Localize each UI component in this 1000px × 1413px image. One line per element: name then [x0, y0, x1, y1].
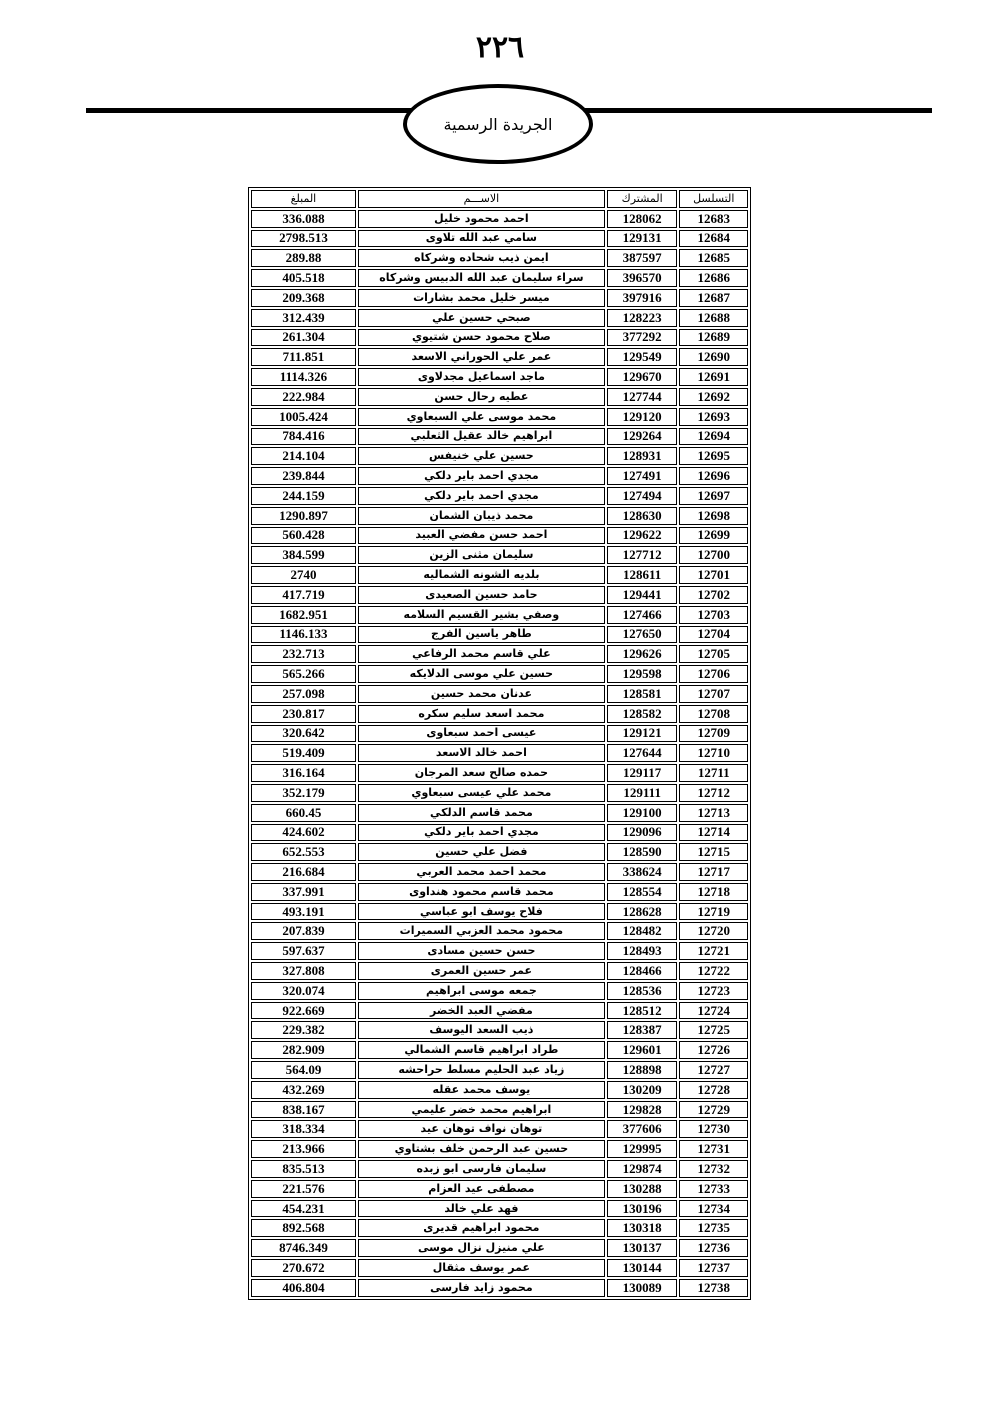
cell-amount: 922.669 [251, 1002, 356, 1020]
cell-name: زياد عبد الحليم مسلط حراحشه [358, 1061, 605, 1079]
cell-name: حسن حسين مسادى [358, 942, 605, 960]
cell-subscriber: 338624 [607, 863, 678, 881]
cell-amount: 352.179 [251, 784, 356, 802]
cell-name: احمد خالد الاسعد [358, 744, 605, 762]
cell-amount: 337.991 [251, 883, 356, 901]
table-row [251, 863, 748, 881]
cell-serial: 12685 [679, 249, 748, 267]
table-row [251, 1041, 748, 1059]
cell-subscriber: 128582 [607, 705, 678, 723]
table-row [251, 982, 748, 1000]
cell-subscriber: 127644 [607, 744, 678, 762]
cell-serial: 12731 [679, 1140, 748, 1158]
cell-amount: 316.164 [251, 764, 356, 782]
cell-amount: 222.984 [251, 388, 356, 406]
table-row [251, 804, 748, 822]
table-row [251, 1061, 748, 1079]
table-row [251, 685, 748, 703]
cell-serial: 12711 [679, 764, 748, 782]
cell-amount: 892.568 [251, 1219, 356, 1237]
cell-subscriber: 128482 [607, 922, 678, 940]
cell-amount: 384.599 [251, 546, 356, 564]
cell-amount: 519.409 [251, 744, 356, 762]
cell-serial: 12720 [679, 922, 748, 940]
cell-subscriber: 130196 [607, 1200, 678, 1218]
table-row [251, 329, 748, 347]
cell-amount: 216.684 [251, 863, 356, 881]
cell-name: عمر يوسف مثقال [358, 1259, 605, 1277]
cell-name: يوسف محمد عقله [358, 1081, 605, 1099]
cell-amount: 320.074 [251, 982, 356, 1000]
table-row [251, 487, 748, 505]
cell-name: توهان نواف توهان عيد [358, 1120, 605, 1138]
header-title: الجريدة الرسمية [443, 114, 553, 134]
table-row [251, 922, 748, 940]
cell-serial: 12696 [679, 467, 748, 485]
cell-amount: 320.642 [251, 725, 356, 743]
cell-name: فهد علي خالد [358, 1200, 605, 1218]
cell-subscriber: 129264 [607, 428, 678, 446]
cell-subscriber: 128628 [607, 903, 678, 921]
table-header [251, 190, 748, 208]
cell-amount: 835.513 [251, 1160, 356, 1178]
cell-subscriber: 130137 [607, 1239, 678, 1257]
cell-subscriber: 130144 [607, 1259, 678, 1277]
cell-name: ابراهيم خالد عقيل الثعلبي [358, 428, 605, 446]
cell-subscriber: 129100 [607, 804, 678, 822]
cell-name: مفضي العبد الخضر [358, 1002, 605, 1020]
cell-serial: 12695 [679, 447, 748, 465]
cell-amount: 229.382 [251, 1021, 356, 1039]
cell-amount: 257.098 [251, 685, 356, 703]
table-row [251, 467, 748, 485]
cell-amount: 1005.424 [251, 408, 356, 426]
cell-name: ذيب السعد اليوسف [358, 1021, 605, 1039]
cell-amount: 282.909 [251, 1041, 356, 1059]
cell-name: مصطفى عيد العزام [358, 1180, 605, 1198]
table-row [251, 824, 748, 842]
cell-amount: 1290.897 [251, 507, 356, 525]
cell-serial: 12735 [679, 1219, 748, 1237]
cell-name: محمود زايد فارسى [358, 1279, 605, 1297]
header-name: الاســـم [358, 190, 605, 208]
cell-subscriber: 129828 [607, 1101, 678, 1119]
cell-subscriber: 128611 [607, 566, 678, 584]
cell-subscriber: 129626 [607, 645, 678, 663]
cell-name: طاهر ياسين الفرج [358, 626, 605, 644]
cell-serial: 12710 [679, 744, 748, 762]
cell-name: محمد احمد محمد العربي [358, 863, 605, 881]
cell-serial: 12722 [679, 962, 748, 980]
records-table [248, 187, 751, 1300]
cell-serial: 12715 [679, 843, 748, 861]
cell-name: محمود محمد العزبي السميرات [358, 922, 605, 940]
cell-serial: 12704 [679, 626, 748, 644]
cell-amount: 2740 [251, 566, 356, 584]
cell-name: سراء سليمان عبد الله الدبيس وشركاه [358, 269, 605, 287]
cell-serial: 12690 [679, 348, 748, 366]
cell-amount: 493.191 [251, 903, 356, 921]
table-row [251, 368, 748, 386]
cell-amount: 597.637 [251, 942, 356, 960]
cell-subscriber: 127491 [607, 467, 678, 485]
cell-serial: 12713 [679, 804, 748, 822]
cell-name: علي منيزل نزال موسى [358, 1239, 605, 1257]
cell-name: حمده صالح سعد المرجان [358, 764, 605, 782]
table-row [251, 1081, 748, 1099]
header-amount: المبلغ [251, 190, 356, 208]
cell-name: حامد حسين الصعيدى [358, 586, 605, 604]
table-row [251, 447, 748, 465]
cell-subscriber: 128493 [607, 942, 678, 960]
cell-amount: 270.672 [251, 1259, 356, 1277]
cell-subscriber: 128512 [607, 1002, 678, 1020]
cell-serial: 12738 [679, 1279, 748, 1297]
cell-name: ايمن ذيب شحاده وشركاه [358, 249, 605, 267]
cell-serial: 12724 [679, 1002, 748, 1020]
header-subscriber: المشترك [607, 190, 678, 208]
cell-amount: 405.518 [251, 269, 356, 287]
cell-amount: 1682.951 [251, 606, 356, 624]
cell-subscriber: 129131 [607, 230, 678, 248]
cell-amount: 560.428 [251, 527, 356, 545]
table-row [251, 586, 748, 604]
table-row [251, 725, 748, 743]
table-row [251, 1101, 748, 1119]
cell-serial: 12692 [679, 388, 748, 406]
cell-serial: 12698 [679, 507, 748, 525]
cell-amount: 327.808 [251, 962, 356, 980]
cell-subscriber: 129117 [607, 764, 678, 782]
cell-amount: 417.719 [251, 586, 356, 604]
table-row [251, 1002, 748, 1020]
cell-serial: 12723 [679, 982, 748, 1000]
table-row [251, 1160, 748, 1178]
table-row [251, 843, 748, 861]
cell-serial: 12707 [679, 685, 748, 703]
table-row [251, 269, 748, 287]
cell-amount: 652.553 [251, 843, 356, 861]
cell-amount: 838.167 [251, 1101, 356, 1119]
table-row [251, 507, 748, 525]
cell-subscriber: 128590 [607, 843, 678, 861]
table-row [251, 1120, 748, 1138]
table-row [251, 606, 748, 624]
table-row [251, 1140, 748, 1158]
cell-serial: 12683 [679, 210, 748, 228]
cell-name: عطيه رحال حسن [358, 388, 605, 406]
cell-name: ابراهيم محمد خضر عليمي [358, 1101, 605, 1119]
cell-name: محمد قاسم محمود هنداوى [358, 883, 605, 901]
cell-name: علي قاسم محمد الرفاعي [358, 645, 605, 663]
table-row [251, 388, 748, 406]
cell-name: سليمان مثنى الزين [358, 546, 605, 564]
cell-amount: 244.159 [251, 487, 356, 505]
cell-name: مجدي احمد باير دلكي [358, 487, 605, 505]
cell-serial: 12732 [679, 1160, 748, 1178]
table-row [251, 942, 748, 960]
cell-amount: 1146.133 [251, 626, 356, 644]
cell-amount: 564.09 [251, 1061, 356, 1079]
cell-subscriber: 377606 [607, 1120, 678, 1138]
cell-name: سليمان فارسى ابو زبده [358, 1160, 605, 1178]
cell-amount: 565.266 [251, 665, 356, 683]
cell-name: حسين علي موسى الدلايكه [358, 665, 605, 683]
cell-subscriber: 128898 [607, 1061, 678, 1079]
cell-subscriber: 387597 [607, 249, 678, 267]
cell-subscriber: 129441 [607, 586, 678, 604]
cell-subscriber: 128387 [607, 1021, 678, 1039]
cell-subscriber: 128931 [607, 447, 678, 465]
cell-name: مجدي احمد باير دلكي [358, 467, 605, 485]
cell-name: ميسر خليل محمد بشارات [358, 289, 605, 307]
cell-amount: 454.231 [251, 1200, 356, 1218]
cell-subscriber: 127744 [607, 388, 678, 406]
cell-amount: 312.439 [251, 309, 356, 327]
header-serial: التسلسل [679, 190, 748, 208]
cell-amount: 207.839 [251, 922, 356, 940]
cell-subscriber: 130318 [607, 1219, 678, 1237]
table-row [251, 665, 748, 683]
table-row [251, 309, 748, 327]
cell-subscriber: 129096 [607, 824, 678, 842]
table-row [251, 784, 748, 802]
cell-subscriber: 128581 [607, 685, 678, 703]
cell-amount: 289.88 [251, 249, 356, 267]
table-row [251, 210, 748, 228]
cell-name: طراد ابراهيم قاسم الشمالي [358, 1041, 605, 1059]
cell-serial: 12689 [679, 329, 748, 347]
table-body [251, 210, 748, 1297]
cell-name: فضل علي حسين [358, 843, 605, 861]
table-row [251, 744, 748, 762]
cell-amount: 318.334 [251, 1120, 356, 1138]
cell-subscriber: 130209 [607, 1081, 678, 1099]
cell-serial: 12703 [679, 606, 748, 624]
cell-amount: 336.088 [251, 210, 356, 228]
cell-serial: 12733 [679, 1180, 748, 1198]
cell-subscriber: 127494 [607, 487, 678, 505]
cell-serial: 12684 [679, 230, 748, 248]
cell-serial: 12708 [679, 705, 748, 723]
cell-serial: 12699 [679, 527, 748, 545]
table-row [251, 962, 748, 980]
table-row [251, 428, 748, 446]
cell-serial: 12730 [679, 1120, 748, 1138]
table-row [251, 705, 748, 723]
cell-amount: 230.817 [251, 705, 356, 723]
cell-name: عدنان محمد حسين [358, 685, 605, 703]
cell-amount: 214.104 [251, 447, 356, 465]
page-number: ٢٢٦ [475, 30, 525, 65]
table-row [251, 348, 748, 366]
cell-name: ماجد اسماعيل مجدلاوى [358, 368, 605, 386]
cell-serial: 12697 [679, 487, 748, 505]
cell-serial: 12693 [679, 408, 748, 426]
cell-subscriber: 130089 [607, 1279, 678, 1297]
cell-name: محمد علي عيسى سبعاوي [358, 784, 605, 802]
table-row [251, 626, 748, 644]
table-row [251, 1180, 748, 1198]
cell-subscriber: 128536 [607, 982, 678, 1000]
cell-amount: 660.45 [251, 804, 356, 822]
cell-name: سامي عبد الله تلاوى [358, 230, 605, 248]
cell-serial: 12714 [679, 824, 748, 842]
cell-serial: 12712 [679, 784, 748, 802]
cell-amount: 261.304 [251, 329, 356, 347]
cell-serial: 12725 [679, 1021, 748, 1039]
table-row [251, 527, 748, 545]
cell-name: صلاح محمود حسن شتيوي [358, 329, 605, 347]
cell-amount: 232.713 [251, 645, 356, 663]
cell-serial: 12719 [679, 903, 748, 921]
table-row [251, 645, 748, 663]
cell-serial: 12709 [679, 725, 748, 743]
cell-serial: 12721 [679, 942, 748, 960]
cell-subscriber: 128554 [607, 883, 678, 901]
cell-serial: 12736 [679, 1239, 748, 1257]
table-row [251, 546, 748, 564]
cell-amount: 1114.326 [251, 368, 356, 386]
cell-amount: 424.602 [251, 824, 356, 842]
cell-subscriber: 129111 [607, 784, 678, 802]
cell-name: مجدي احمد باير دلكي [358, 824, 605, 842]
cell-amount: 711.851 [251, 348, 356, 366]
cell-serial: 12706 [679, 665, 748, 683]
cell-name: محمد قاسم الدلكي [358, 804, 605, 822]
cell-subscriber: 130288 [607, 1180, 678, 1198]
cell-subscriber: 127466 [607, 606, 678, 624]
cell-amount: 432.269 [251, 1081, 356, 1099]
cell-serial: 12728 [679, 1081, 748, 1099]
cell-subscriber: 129874 [607, 1160, 678, 1178]
table-row [251, 1279, 748, 1297]
cell-subscriber: 397916 [607, 289, 678, 307]
cell-amount: 213.966 [251, 1140, 356, 1158]
cell-serial: 12734 [679, 1200, 748, 1218]
table-row [251, 289, 748, 307]
cell-serial: 12700 [679, 546, 748, 564]
cell-subscriber: 129598 [607, 665, 678, 683]
cell-subscriber: 129670 [607, 368, 678, 386]
cell-serial: 12727 [679, 1061, 748, 1079]
cell-name: محمود ابراهيم قديرى [358, 1219, 605, 1237]
cell-serial: 12694 [679, 428, 748, 446]
cell-name: احمد محمود خليل [358, 210, 605, 228]
cell-name: احمد حسن مفضي العبيد [358, 527, 605, 545]
cell-serial: 12686 [679, 269, 748, 287]
cell-name: عمر علي الحوراني الاسعد [358, 348, 605, 366]
cell-amount: 406.804 [251, 1279, 356, 1297]
table-row [251, 903, 748, 921]
cell-name: محمد ذيبان الشمان [358, 507, 605, 525]
cell-amount: 8746.349 [251, 1239, 356, 1257]
cell-subscriber: 129549 [607, 348, 678, 366]
cell-serial: 12691 [679, 368, 748, 386]
table-row [251, 883, 748, 901]
cell-subscriber: 377292 [607, 329, 678, 347]
cell-name: عمر حسين العمرى [358, 962, 605, 980]
cell-name: محمد موسى علي السبعاوي [358, 408, 605, 426]
cell-subscriber: 129120 [607, 408, 678, 426]
cell-subscriber: 128630 [607, 507, 678, 525]
table-row [251, 408, 748, 426]
cell-name: حسين عبد الرحمن خلف بشتاوي [358, 1140, 605, 1158]
cell-amount: 221.576 [251, 1180, 356, 1198]
header-row [251, 190, 748, 208]
cell-serial: 12717 [679, 863, 748, 881]
cell-subscriber: 129601 [607, 1041, 678, 1059]
cell-name: عيسى احمد سبعاوى [358, 725, 605, 743]
cell-name: حسين علي خنيفس [358, 447, 605, 465]
header-oval [403, 84, 593, 164]
cell-amount: 2798.513 [251, 230, 356, 248]
cell-serial: 12726 [679, 1041, 748, 1059]
cell-subscriber: 128223 [607, 309, 678, 327]
table-row [251, 1219, 748, 1237]
cell-subscriber: 127650 [607, 626, 678, 644]
cell-amount: 784.416 [251, 428, 356, 446]
table-row [251, 1200, 748, 1218]
cell-subscriber: 129121 [607, 725, 678, 743]
table-row [251, 764, 748, 782]
cell-serial: 12705 [679, 645, 748, 663]
cell-subscriber: 128466 [607, 962, 678, 980]
cell-name: محمد اسعد سليم سكره [358, 705, 605, 723]
cell-name: فلاح يوسف ابو عباسي [358, 903, 605, 921]
cell-serial: 12702 [679, 586, 748, 604]
cell-serial: 12737 [679, 1259, 748, 1277]
table-row [251, 1021, 748, 1039]
table-row [251, 566, 748, 584]
cell-name: جمعه موسى ابراهيم [358, 982, 605, 1000]
cell-serial: 12701 [679, 566, 748, 584]
cell-name: بلديه الشونه الشماليه [358, 566, 605, 584]
cell-subscriber: 128062 [607, 210, 678, 228]
cell-subscriber: 129995 [607, 1140, 678, 1158]
table-row [251, 230, 748, 248]
cell-amount: 239.844 [251, 467, 356, 485]
cell-amount: 209.368 [251, 289, 356, 307]
table-row [251, 1259, 748, 1277]
cell-name: وصفي بشير القسيم السلامه [358, 606, 605, 624]
table-row [251, 249, 748, 267]
cell-serial: 12729 [679, 1101, 748, 1119]
cell-subscriber: 129622 [607, 527, 678, 545]
cell-serial: 12687 [679, 289, 748, 307]
table-row [251, 1239, 748, 1257]
cell-subscriber: 127712 [607, 546, 678, 564]
cell-serial: 12718 [679, 883, 748, 901]
cell-name: صبحي حسين علي [358, 309, 605, 327]
cell-subscriber: 396570 [607, 269, 678, 287]
cell-serial: 12688 [679, 309, 748, 327]
